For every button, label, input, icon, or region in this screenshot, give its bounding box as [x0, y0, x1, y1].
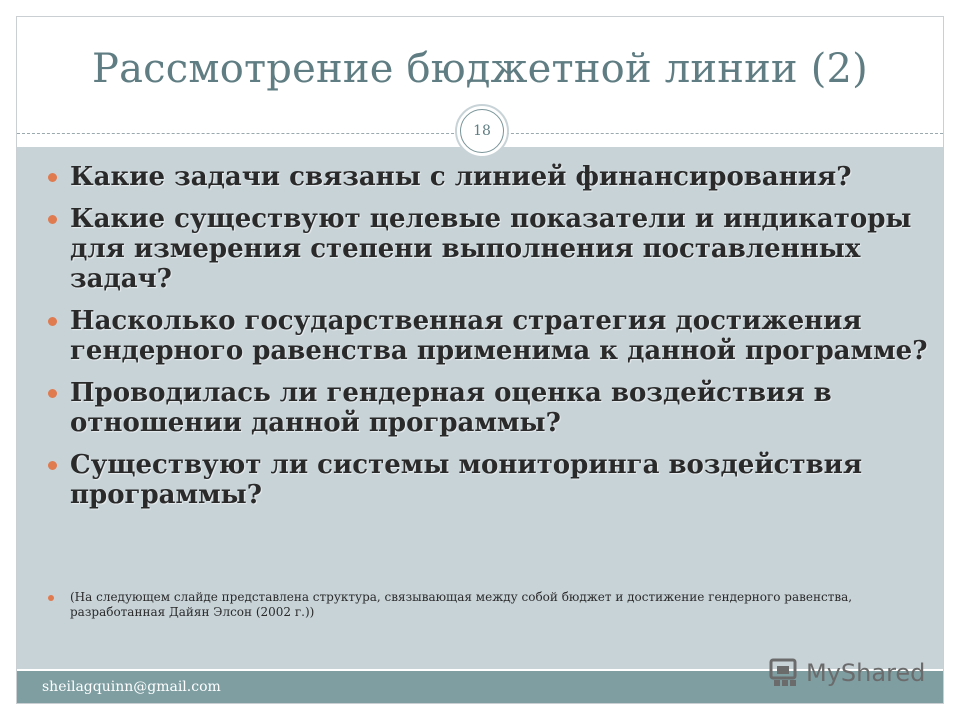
bullet-item	[48, 306, 928, 366]
footer-email: sheilagquinn@gmail.com	[42, 679, 221, 695]
footnote	[48, 590, 950, 620]
footnote-text: (На следующем слайде представлена структура, связывающая между собой бюджет и достижение гендерного равенства, разработанная Дайян Элсон (2002 г.))	[70, 590, 853, 619]
bullet-item	[48, 450, 928, 510]
bullet-item	[48, 162, 928, 192]
slide-number: 18	[460, 109, 504, 153]
bullet-dot-icon	[48, 461, 57, 470]
bullet-text: Существуют ли системы мониторинга воздействия программы?	[70, 450, 863, 510]
bullet-item	[48, 204, 928, 294]
bullet-dot-icon	[48, 215, 57, 224]
watermark-text: MyShared	[806, 659, 926, 687]
bullet-text: Какие существуют целевые показатели и индикаторы для измерения степени выполнения поставленных задач?	[70, 204, 912, 294]
bullet-text: Проводилась ли гендерная оценка воздействия в отношении данной программы?	[70, 378, 832, 438]
bullet-text: Насколько государственная стратегия достижения гендерного равенства применима к данной программе?	[70, 306, 928, 366]
watermark	[768, 656, 925, 690]
myshared-logo-icon	[768, 658, 802, 688]
bullet-list	[48, 162, 928, 522]
slide-number-badge	[455, 104, 509, 158]
bullet-item	[48, 378, 928, 438]
bullet-dot-icon	[48, 389, 57, 398]
note-bullet-dot-icon	[48, 595, 54, 601]
bullet-text: Какие задачи связаны с линией финансирования?	[70, 162, 852, 192]
slide-title: Рассмотрение бюджетной линии (2)	[92, 46, 868, 92]
bullet-dot-icon	[48, 317, 57, 326]
bullet-dot-icon	[48, 173, 57, 182]
